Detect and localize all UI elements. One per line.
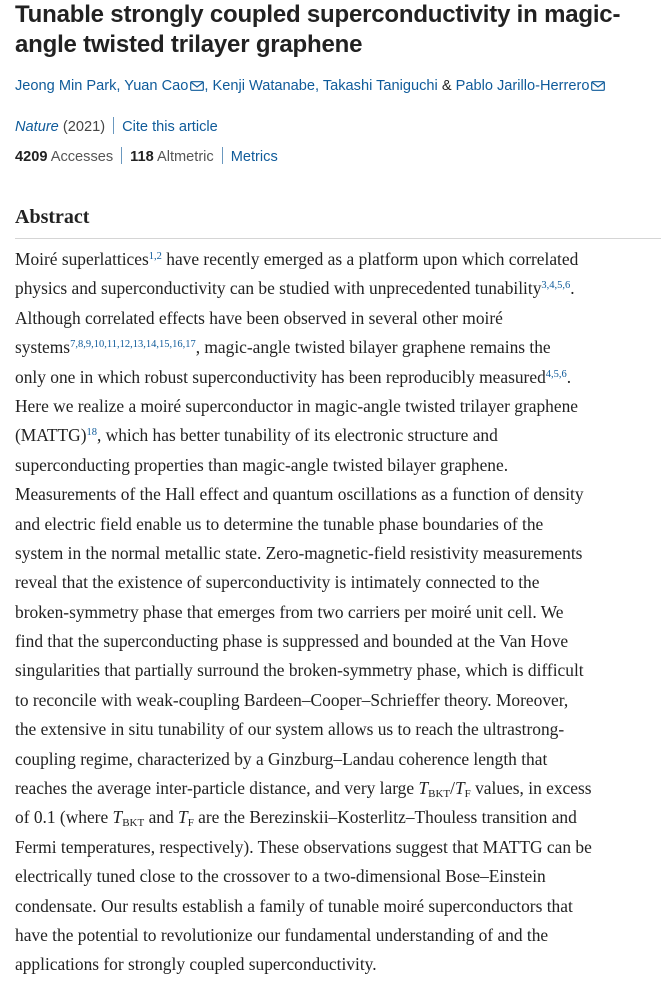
abstract-line [15,568,665,597]
author-name[interactable]: Jeong Min Park [15,78,117,94]
accesses-label: Accesses [50,149,114,165]
reference-citation[interactable]: 1,2 [148,251,162,262]
metrics-link[interactable]: Metrics [230,149,278,165]
abstract-line [15,686,665,715]
journal-name[interactable]: Nature [15,119,59,135]
abstract-text-run: and [144,807,179,828]
abstract-line [15,333,665,362]
abstract-text-run: have recently emerged as a platform upon which correlated [161,249,579,269]
abstract-text-run: coupling regime, characterized by a Ginzburg–Landau coherence length that [15,748,548,769]
author-separator: , [204,78,213,94]
email-icon[interactable] [190,81,204,91]
divider [121,147,122,164]
math-subscript: F [187,817,194,830]
abstract-line [15,245,665,274]
author-name[interactable]: Kenji Watanabe [212,78,315,94]
abstract-text-run: , magic-angle twisted bilayer graphene remains the [195,337,551,358]
abstract-line [15,510,665,539]
author-separator: & [437,78,456,94]
abstract-text-run: Here we realize a moiré superconductor in magic-angle twisted trilayer graphene [15,395,579,416]
abstract-text-run: of 0.1 (where [15,807,113,828]
abstract-line [15,950,665,979]
abstract-text-run: Moiré superlattices [15,249,149,269]
author-name[interactable]: Yuan Cao [124,78,189,94]
abstract-text-run: singularities that partially surround the broken-symmetry phase, which is difficult [15,660,584,681]
abstract-text-run: Measurements of the Hall effect and quantum oscillations as a function of density [15,484,584,505]
abstract-line [15,421,665,450]
abstract-text-run: to reconcile with weak-coupling Bardeen–Cooper–Schrieffer theory. Moreover, [15,689,569,710]
abstract-line [15,539,665,568]
abstract-line [15,627,665,656]
abstract-text-run: superconducting properties than magic-angle twisted bilayer graphene. [15,454,509,475]
math-variable: T [178,807,188,828]
abstract-line [15,715,665,744]
abstract-text-run: values, in excess [470,778,592,799]
cite-this-article-link[interactable]: Cite this article [122,119,218,135]
abstract-text-run: physics and superconductivity can be studied with unprecedented tunability [15,278,542,299]
altmetric-label: Altmetric [156,149,214,165]
abstract-text-run: electrically tuned close to the crossover to a two-dimensional Bose–Einstein [15,866,546,887]
abstract-line [15,392,665,421]
abstract-line [15,892,665,921]
author-name[interactable]: Takashi Taniguchi [322,78,438,94]
abstract-text-run: applications for strongly coupled superconductivity. [15,954,377,975]
reference-citation[interactable]: 7,8,9,10,11,12,13,14,15,16,17 [70,339,196,351]
abstract-text-run: . [566,366,572,387]
abstract-text-run: system in the normal metallic state. Zero-magnetic-field resistivity measurements [15,542,583,563]
abstract-text-run: and electric field enable us to determine the tunable phase boundaries of the [15,513,544,534]
math-subscript: F [464,788,471,801]
abstract-line [15,921,665,950]
abstract-text-run: reaches the average inter-particle distance, and very large [15,778,419,799]
email-icon[interactable] [591,81,605,91]
reference-citation[interactable]: 18 [86,427,97,439]
abstract-text-run: reveal that the existence of superconductivity is intimately connected to the [15,572,540,593]
math-variable: T [454,778,465,799]
abstract-text-run: Although correlated effects have been observed in several other moiré [15,307,503,328]
abstract-text-run: have the potential to revolutionize our fundamental understanding of and the [15,924,549,945]
abstract-line [15,598,665,627]
abstract-line [15,745,665,774]
abstract-text-run: broken-symmetry phase that emerges from two carriers per moiré unit cell. We [15,601,564,622]
abstract-line [15,833,665,862]
author-list [15,76,660,96]
article-metrics [15,147,278,167]
article-title: Tunable strongly coupled superconductivity in magic-angle twisted trilayer graphene [15,1,621,58]
section-divider [15,238,661,239]
divider [222,147,223,164]
abstract-text-run: , which has better tunability of its electronic structure and [96,425,498,446]
abstract-heading: Abstract [15,206,90,228]
abstract-text [15,245,665,980]
abstract-text-run: (MATTG) [15,425,87,446]
publication-info [15,117,218,137]
math-variable: T [112,807,123,828]
abstract-line [15,363,665,392]
abstract-text-run: condensate. Our results establish a family of tunable moiré superconductors that [15,895,573,916]
author-separator: , [314,78,323,94]
abstract-text-run: only one in which robust superconductivity has been reproducibly measured [15,366,546,387]
abstract-text-run: find that the superconducting phase is suppressed and bounded at the Van Hove [15,631,569,652]
math-variable: T [418,778,429,799]
abstract-text-run: are the Berezinskii–Kosterlitz–Thouless transition and [193,807,577,828]
abstract-line [15,480,665,509]
reference-citation[interactable]: 4,5,6 [545,368,567,380]
abstract-line [15,304,665,333]
author-name[interactable]: Pablo Jarillo-Herrero [455,78,590,94]
accesses-count: 4209 [15,149,48,165]
abstract-line [15,774,665,803]
abstract-text-run: Fermi temperatures, respectively). These observations suggest that MATTG can be [15,836,592,857]
abstract-line [15,274,665,303]
abstract-text-run: / [450,778,455,799]
author-separator: , [116,78,125,94]
publication-year: (2021) [62,119,106,135]
divider [113,117,114,134]
abstract-text-run: systems [15,337,71,358]
abstract-line [15,803,665,832]
abstract-line [15,656,665,685]
altmetric-count: 118 [130,149,154,165]
abstract-text-run: the extensive in situ tunability of our system allows us to reach the ultrastrong- [15,719,565,740]
abstract-text-run: . [570,278,575,299]
abstract-line [15,862,665,891]
math-subscript: BKT [122,817,145,830]
math-subscript: BKT [428,788,451,801]
reference-citation[interactable]: 3,4,5,6 [541,280,571,292]
abstract-line [15,451,665,480]
